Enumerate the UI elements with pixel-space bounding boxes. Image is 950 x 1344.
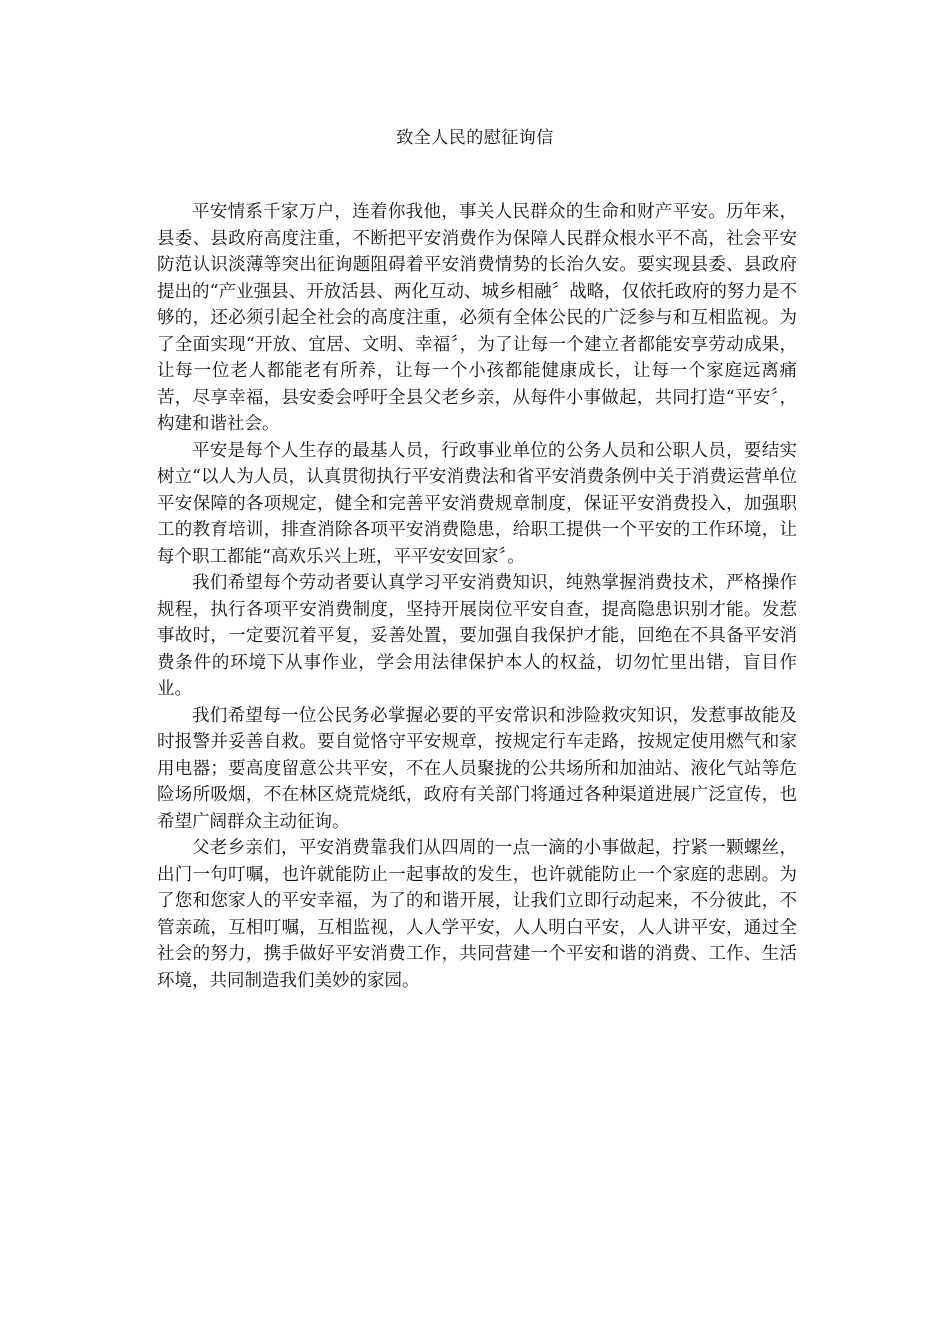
paragraph-4: 我们希望每一位公民务必掌握必要的平安常识和涉险救灾知识，发惹事故能及时报警并妥善自救。要自觉恪守平安规章，按规定行车走路，按规定使用燃气和家用电器；要高度留意公共平安，不在人员聚拢的公共场所和加油站、液化气站等危险场所吸烟，不在林区烧荒烧纸，政府有关部门将通过各种渠道进展广泛宣传，也希望广阔群众主动征询。 [157,705,797,832]
document-title: 致全人民的慰征询信 [396,128,554,148]
paragraph-3: 我们希望每个劳动者要认真学习平安消费知识，纯熟掌握消费技术，严格操作规程，执行各项平安消费制度，坚持开展岗位平安自查，提高隐患识别才能。发惹事故时，一定要沉着平复，妥善处置，要加强自我保护才能，回绝在不具备平安消费条件的环境下从事作业，学会用法律保护本人的权益，切勿忙里出错，盲目作业。 [157,573,797,699]
paragraph-5: 父老乡亲们，平安消费靠我们从四周的一点一滴的小事做起，拧紧一颗螺丝，出门一句叮嘱，也许就能防止一起事故的发生，也许就能防止一个家庭的悲剧。为了您和您家人的平安幸福，为了的和谐开展，让我们立即行动起来，不分彼此，不管亲疏，互相叮嘱，互相监视，人人学平安，人人明白平安，人人讲平安，通过全社会的努力，携手做好平安消费工作，共同营建一个平安和谐的消费、工作、生活环境，共同制造我们美妙的家园。 [157,838,797,991]
paragraph-2: 平安是每个人生存的最基人员，行政事业单位的公务人员和公职人员，要结实树立“以人为人员，认真贯彻执行平安消费法和省平安消费条例中关于消费运营单位平安保障的各项规定，健全和完善平安消费规章制度，保证平安消费投入，加强职工的教育培训，排查消除各项平安消费隐患，给职工提供一个平安的工作环境，让每个职工都能“高欢乐兴上班，平平安安回家〞。 [157,440,797,567]
paragraph-1: 平安情系千家万户，连着你我他，事关人民群众的生命和财产平安。历年来，县委、县政府高度注重，不断把平安消费作为保障人民群众根水平不高，社会平安防范认识淡薄等突出征询题阻碍着平安消费情势的长治久安。要实现县委、县政府提出的“产业强县、开放活县、两化互动、城乡相融〞战略，仅依托政府的努力是不够的，还必须引起全社会的高度注重，必须有全体公民的广泛参与和互相监视。为了全面实现“开放、宜居、文明、幸福〞，为了让每一个建立者都能安享劳动成果，让每一位老人都能老有所养，让每一个小孩都能健康成长，让每一个家庭远离痛苦，尽享幸福，县安委会呼吁全县父老乡亲，从每件小事做起，共同打造“平安〞，构建和谐社会。 [157,202,797,434]
document-body [157,199,797,994]
